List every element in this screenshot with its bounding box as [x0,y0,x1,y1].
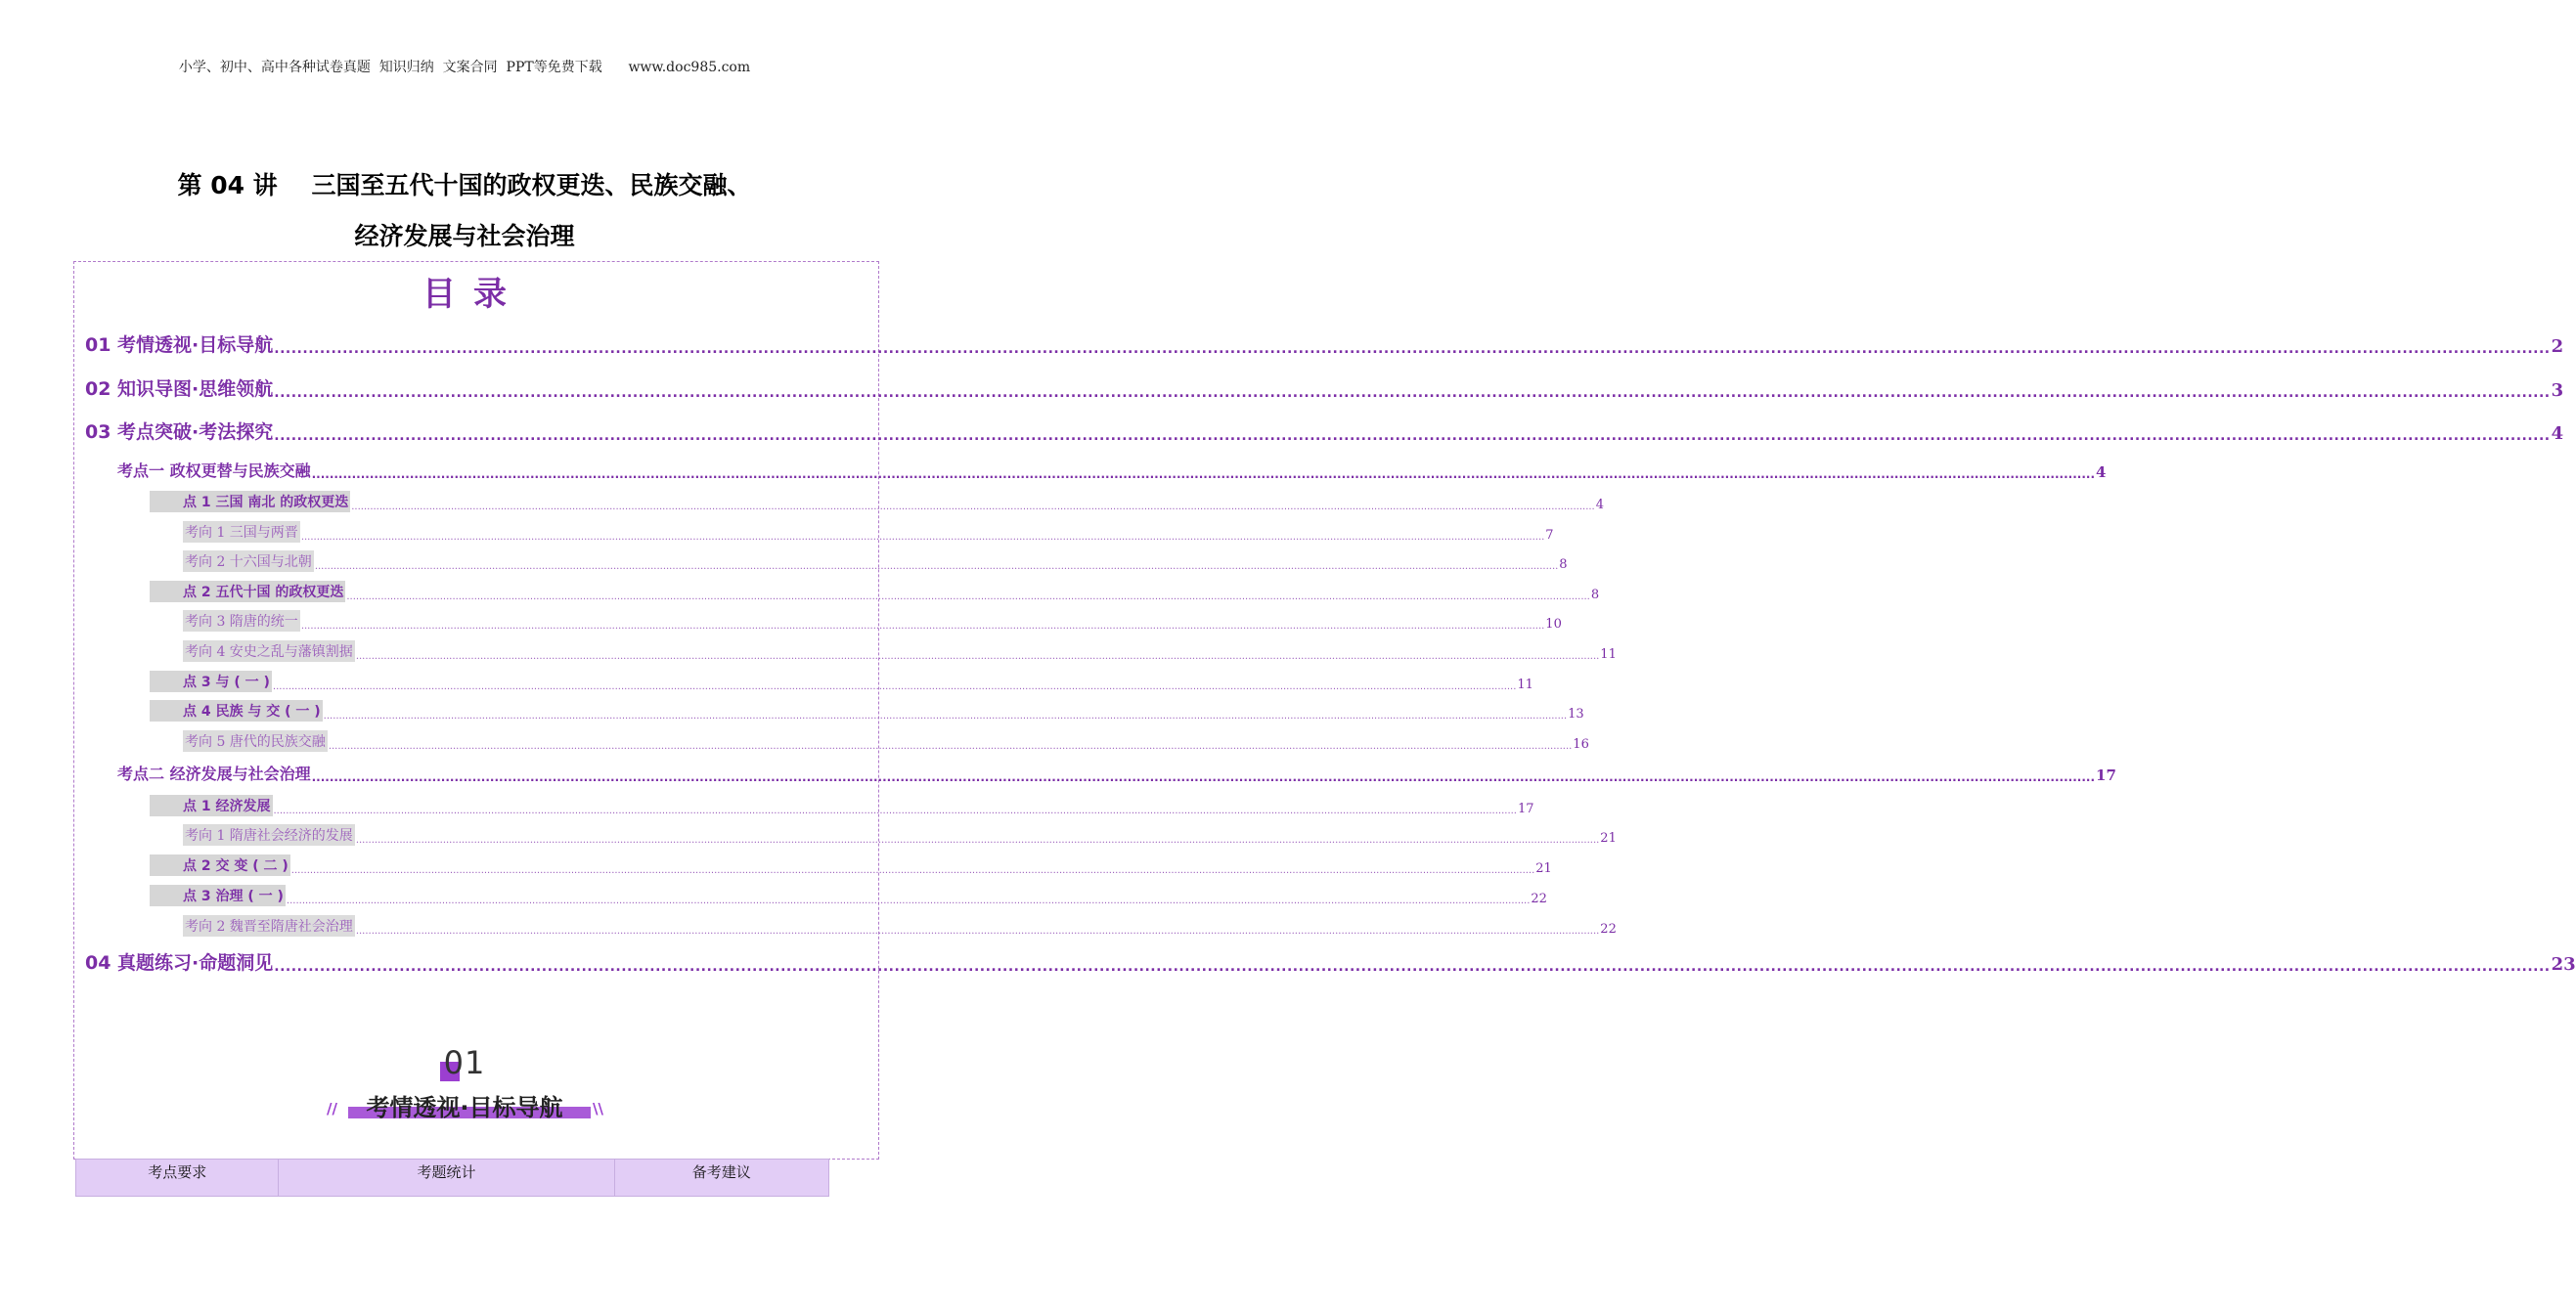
toc-entry-page: 7 [1545,528,1554,543]
toc-leader-dots: ................................................................................................................................................................................................................................................................................................................................................................................................................ [314,561,1559,572]
toc-entry[interactable] [150,491,1605,512]
toc-entry-label: 03 考点突破·考法探究 [85,421,274,443]
toc-entry-page: 16 [1573,737,1589,752]
toc-entry-page: 2 [2551,336,2564,357]
toc-entry-label: 点 3 与 ( 一 ) [150,671,272,692]
toc-entry-label: 考向 1 三国与两晋 [183,521,300,543]
toc-entry-page: 3 [2551,380,2564,401]
document-title-line-1: 第 04 讲 三国至五代十国的政权更迭、民族交融、 [177,171,752,199]
section-title: 考情透视·目标导航 [366,1094,563,1121]
toc-entry-label: 点 2 交 变 ( 二 ) [150,854,290,876]
toc-leader-dots: ................................................................................................................................................................................................................................................................................................................................................................................................................ [355,926,1600,937]
toc-entry-page: 21 [1535,861,1552,876]
toc-leader-dots: ................................................................................................................................................................................................................................................................................................................................................................................................................ [311,467,2096,481]
toc-entry[interactable] [150,671,1533,692]
toc-leader-dots: ................................................................................................................................................................................................................................................................................................................................................................................................................ [274,959,2551,975]
section-slash-left: // [327,1100,337,1117]
toc-entry-label: 考向 4 安史之乱与藩镇割据 [183,640,355,662]
toc-entry-label: 考点二 经济发展与社会治理 [117,765,311,783]
toc-entry-page: 22 [1600,922,1617,937]
toc-entry-label: 02 知识导图·思维领航 [85,378,274,400]
toc-leader-dots: ................................................................................................................................................................................................................................................................................................................................................................................................................ [323,711,1568,722]
toc-entry[interactable] [85,948,2576,975]
toc-entry-page: 4 [2096,463,2107,481]
table-header-requirements: 考点要求 [76,1160,279,1196]
toc-entry-label: 01 考情透视·目标导航 [85,334,274,356]
toc-entry[interactable] [150,854,1552,876]
toc-entry[interactable] [150,795,1534,816]
section-number: 01 [443,1044,486,1081]
toc-leader-dots: ................................................................................................................................................................................................................................................................................................................................................................................................................ [274,341,2551,357]
section-slash-right: \\ [593,1100,603,1117]
toc-entry-page: 17 [1517,802,1534,816]
toc-entry[interactable] [183,610,1562,632]
toc-entry[interactable] [183,730,1589,752]
toc-entry[interactable] [85,374,2564,401]
toc-entry-label: 点 1 三国 南北 的政权更迭 [150,491,350,512]
exam-analysis-table-header [75,1159,829,1197]
toc-entry-page: 4 [1595,498,1605,512]
toc-entry-page: 10 [1545,617,1562,632]
toc-entry[interactable] [183,550,1568,572]
toc-entry[interactable] [183,824,1617,846]
page-header: 小学、初中、高中各种试卷真题 知识归纳 文案合同 PPT等免费下载 www.doc985.com [178,60,751,75]
table-header-suggestions: 备考建议 [691,1163,751,1181]
toc-heading: 目录 [422,275,524,314]
toc-entry-label: 点 3 治理 ( 一 ) [150,885,286,906]
toc-entry-label: 点 4 民族 与 交 ( 一 ) [150,700,323,722]
toc-entry[interactable] [117,459,2107,481]
toc-entry[interactable] [150,885,1547,906]
toc-leader-dots: ................................................................................................................................................................................................................................................................................................................................................................................................................ [355,651,1600,662]
toc-leader-dots: ................................................................................................................................................................................................................................................................................................................................................................................................................ [290,865,1535,876]
toc-leader-dots: ................................................................................................................................................................................................................................................................................................................................................................................................................ [274,385,2551,401]
toc-leader-dots: ................................................................................................................................................................................................................................................................................................................................................................................................................ [351,502,1595,512]
toc-entry[interactable] [117,762,2116,784]
toc-entry[interactable] [183,521,1554,543]
toc-leader-dots: ................................................................................................................................................................................................................................................................................................................................................................................................................ [355,835,1600,846]
toc-entry-page: 4 [2551,423,2564,444]
toc-leader-dots: ................................................................................................................................................................................................................................................................................................................................................................................................................ [300,621,1545,632]
toc-leader-dots: ................................................................................................................................................................................................................................................................................................................................................................................................................ [273,806,1517,816]
table-header-statistics: 考题统计 [279,1160,614,1196]
document-title-line-2: 经济发展与社会治理 [354,222,575,250]
toc-entry-page: 17 [2096,766,2116,784]
toc-entry[interactable] [183,915,1617,937]
toc-leader-dots: ................................................................................................................................................................................................................................................................................................................................................................................................................ [346,591,1590,602]
toc-entry-page: 13 [1568,707,1584,722]
toc-entry-page: 8 [1559,557,1568,572]
toc-entry[interactable] [183,640,1617,662]
toc-leader-dots: ................................................................................................................................................................................................................................................................................................................................................................................................................ [300,532,1545,543]
toc-entry-label: 考向 2 十六国与北朝 [183,550,314,572]
toc-entry-label: 点 2 五代十国 的政权更迭 [150,581,345,602]
toc-entry-page: 22 [1531,892,1547,906]
toc-leader-dots: ................................................................................................................................................................................................................................................................................................................................................................................................................ [274,428,2551,444]
toc-entry-label: 04 真题练习·命题洞见 [85,952,274,974]
toc-leader-dots: ................................................................................................................................................................................................................................................................................................................................................................................................................ [328,741,1573,752]
toc-entry-label: 考向 3 隋唐的统一 [183,610,300,632]
toc-entry-label: 考向 2 魏晋至隋唐社会治理 [183,915,355,937]
toc-leader-dots: ................................................................................................................................................................................................................................................................................................................................................................................................................ [311,770,2096,784]
toc-entry-label: 考向 5 唐代的民族交融 [183,730,328,752]
toc-entry-label: 点 1 经济发展 [150,795,273,816]
toc-entry[interactable] [150,581,1600,602]
toc-entry-label: 考点一 政权更替与民族交融 [117,461,311,480]
toc-entry-page: 11 [1517,678,1533,692]
toc-entry-page: 21 [1600,831,1617,846]
toc-entry[interactable] [150,700,1584,722]
toc-entry[interactable] [85,330,2564,357]
toc-leader-dots: ................................................................................................................................................................................................................................................................................................................................................................................................................ [286,896,1531,906]
toc-entry-label: 考向 1 隋唐社会经济的发展 [183,824,355,846]
toc-entry-page: 8 [1590,588,1600,602]
toc-entry-page: 23 [2551,954,2576,975]
toc-entry-page: 11 [1600,647,1617,662]
toc-entry[interactable] [85,417,2564,444]
toc-leader-dots: ................................................................................................................................................................................................................................................................................................................................................................................................................ [272,681,1517,692]
